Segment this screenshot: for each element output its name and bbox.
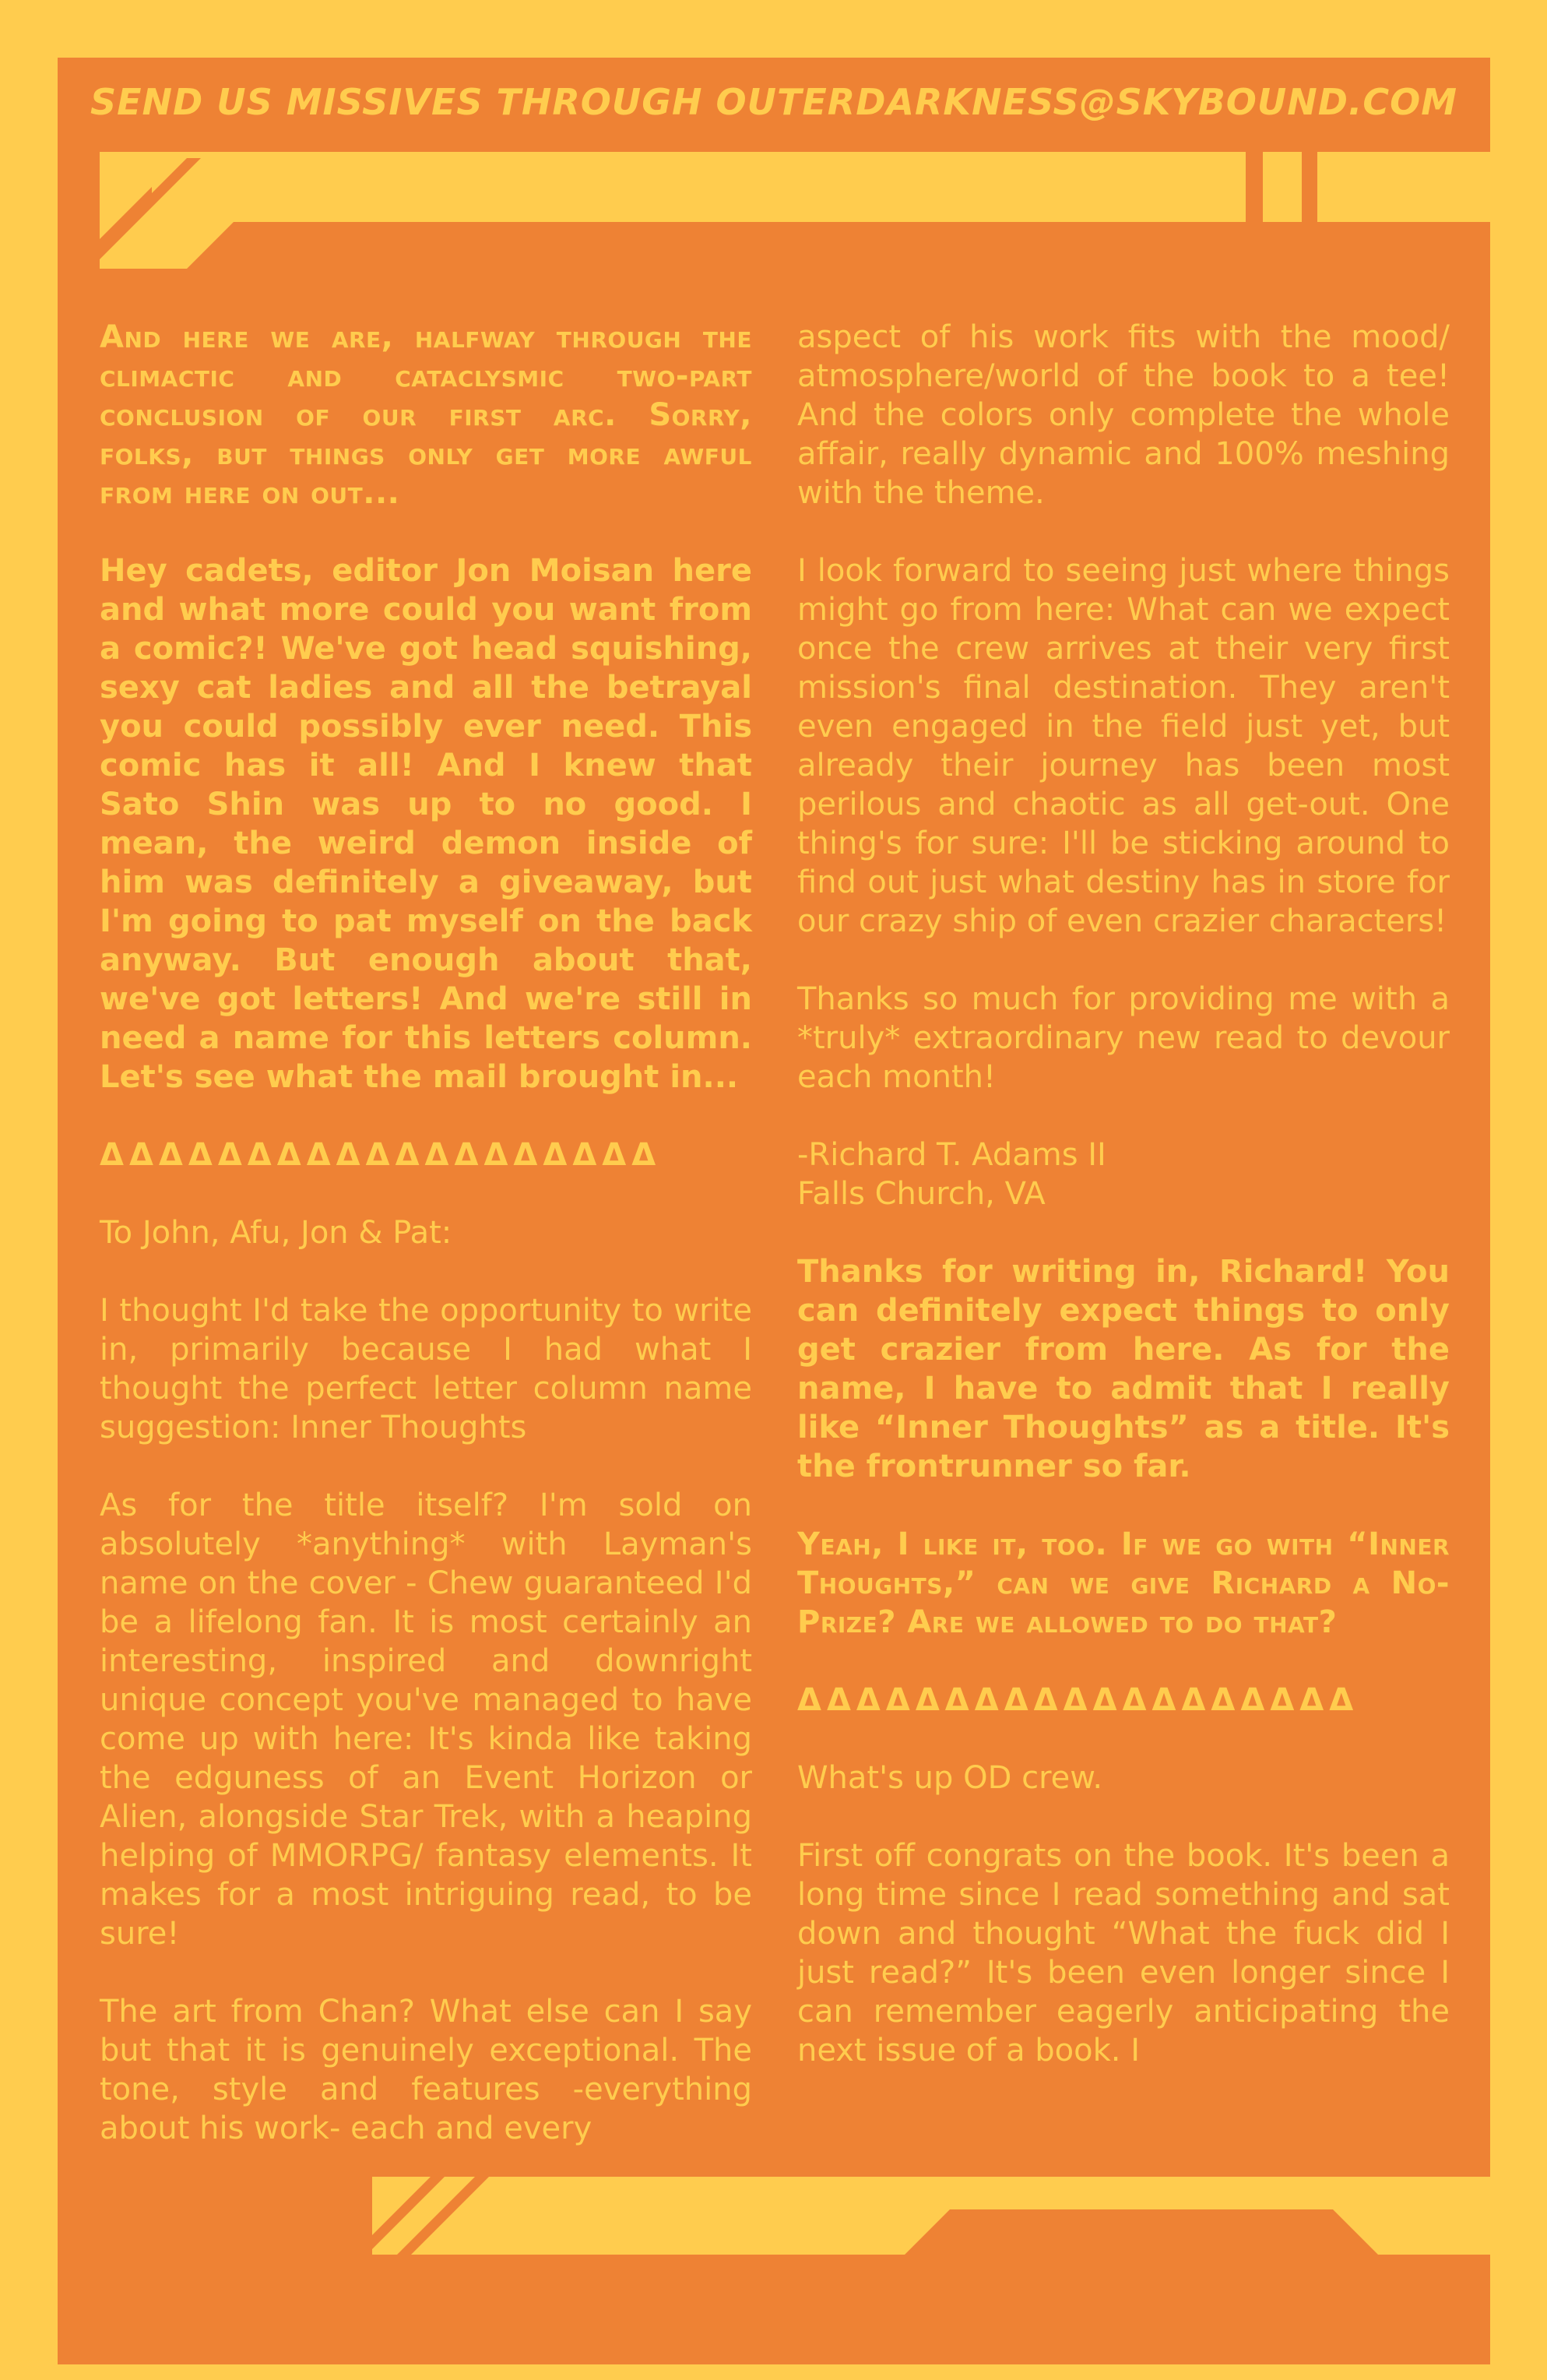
top-frame-bar: [100, 152, 1246, 269]
triangle-divider: ΔΔΔΔΔΔΔΔΔΔΔΔΔΔΔΔΔΔΔ: [797, 1682, 1359, 1718]
letter-signature: [797, 1135, 1450, 1213]
signature-name: -Richard T. Adams II: [797, 1137, 1106, 1173]
header-email-banner: SEND US MISSIVES THROUGH OUTERDARKNESS@SKYBOUND.COM: [90, 81, 1458, 123]
triangle-divider: ΔΔΔΔΔΔΔΔΔΔΔΔΔΔΔΔΔΔΔ: [100, 1137, 662, 1173]
letter-paragraph: As for the title itself? I'm sold on absolutely *anything* with Layman's name on the cover - Chew guaranteed I'd be a lifelong fan. It is most certainly an interesting, inspired and downright unique concept you've managed to have come up with here: It's kinda like taking the edguness of an Event Horizon or Alien, alongside Star Trek, with a heaping helping of MMORPG/ fantasy elements. It makes for a most intriguing read, to be sure!: [100, 1488, 752, 1952]
editor-reply-paragraph: Thanks for writing in, Richard! You can definitely expect things to only get crazier from here. As for the name, I have to admit that I really like “Inner Thoughts” as a title. It's the frontrunner so far.: [797, 1254, 1450, 1484]
intro-paragraph: And here we are, halfway through the climactic and cataclysmic two-part conclusion of our first arc. Sorry, folks, but things only get more awful from here on out...: [100, 319, 752, 511]
right-text-column: [797, 318, 1450, 2070]
top-frame-block-1: [1263, 152, 1302, 222]
bottom-frame-bar: [372, 2177, 1490, 2255]
letter-greeting: What's up OD crew.: [797, 1760, 1103, 1796]
second-reply-paragraph: Yeah, I like it, too. If we go with “Inner Thoughts,” can we give Richard a No-Prize? Are we allowed to do that?: [797, 1526, 1450, 1640]
letter-paragraph: I look forward to seeing just where things might go from here: What can we expect once the crew arrives at their very first mission's final destination. They aren't even engaged in the field just yet, but already their journey has been most perilous and chaotic as all get-out. One thing's for sure: I'll be sticking around to find out just what destiny has in store for our crazy ship of even crazier characters!: [797, 553, 1450, 939]
letter-paragraph: The art from Chan? What else can I say but that it is genuinely exceptional. The tone, style and features -everything about his work- each and every: [100, 1994, 752, 2146]
letter-paragraph: I thought I'd take the opportunity to write in, primarily because I had what I thought the perfect letter column name suggestion: Inner Thoughts: [100, 1293, 752, 1445]
letter-paragraph: aspect of his work fits with the mood/ atmosphere/world of the book to a tee! And the colors only complete the whole affair, really dynamic and 100% meshing with the theme.: [797, 319, 1450, 511]
top-frame-block-2: [1317, 152, 1490, 222]
letter-salutation: To John, Afu, Jon & Pat:: [100, 1215, 452, 1251]
letter-paragraph: First off congrats on the book. It's been a long time since I read something and sat down and thought “What the fuck did I just read?” It's been even longer since I can remember eagerly anticipating the next issue of a book. I: [797, 1838, 1450, 2068]
letter-paragraph: Thanks so much for providing me with a *truly* extraordinary new read to devour each month!: [797, 981, 1450, 1095]
editor-note-paragraph: Hey cadets, editor Jon Moisan here and what more could you want from a comic?! We've got head squishing, sexy cat ladies and all the betrayal you could possibly ever need. This comic has it all! And I knew that Sato Shin was up to no good. I mean, the weird demon inside of him was definitely a giveaway, but I'm going to pat myself on the back anyway. But enough about that, we've got letters! And we're still in need a name for this letters column. Let's see what the mail brought in...: [100, 553, 752, 1095]
signature-location: Falls Church, VA: [797, 1176, 1046, 1212]
left-text-column: [100, 318, 752, 2148]
